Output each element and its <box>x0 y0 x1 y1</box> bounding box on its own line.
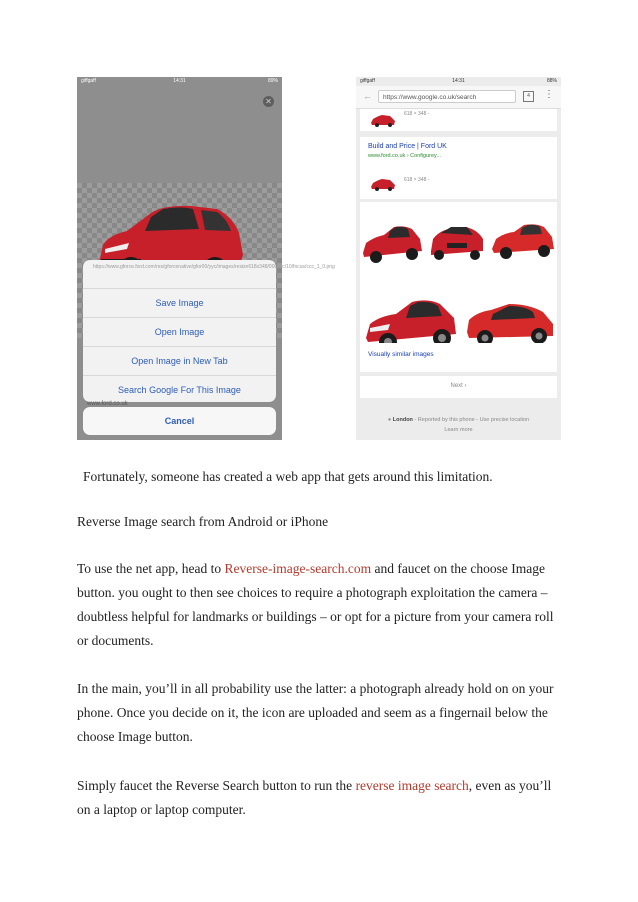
result-title-link[interactable]: Build and Price | Ford UK <box>368 143 447 150</box>
save-image-button[interactable]: Save Image <box>83 289 276 318</box>
back-arrow-icon[interactable]: ← <box>363 91 372 101</box>
carrier-label: giffgaff <box>81 78 96 84</box>
open-image-new-tab-button[interactable]: Open Image in New Tab <box>83 347 276 376</box>
result-thumbnail <box>370 175 396 191</box>
chevron-right-icon: › <box>464 383 467 389</box>
image-dimensions: 618 × 348 - <box>404 177 430 183</box>
p3-text-a: To use the net app, head to <box>77 561 225 576</box>
open-image-button[interactable]: Open Image <box>83 318 276 347</box>
time-label: 14:31 <box>173 78 186 84</box>
action-sheet <box>83 260 335 402</box>
browser-toolbar <box>356 86 561 109</box>
learn-more-link[interactable]: Learn more <box>444 427 473 433</box>
location-label: London <box>392 417 413 423</box>
status-bar <box>77 77 282 85</box>
section-heading: Reverse Image search from Android or iPhone <box>77 514 329 529</box>
result-url: www.ford.co.uk › Configurey... <box>368 153 441 159</box>
similar-images-card[interactable] <box>360 343 557 369</box>
battery-label: 88% <box>546 78 557 84</box>
result-card-partial <box>360 109 557 131</box>
close-icon[interactable]: ✕ <box>263 96 274 107</box>
overflow-menu-icon[interactable]: ⋮ <box>544 89 554 100</box>
next-page-card[interactable] <box>360 376 557 398</box>
next-page-button[interactable] <box>360 383 557 389</box>
intro-paragraph: Fortunately, someone has created a web app that gets around this limitation. <box>83 469 493 484</box>
usage-paragraph: In the main, you’ll in all probability use the latter: a photograph already hold on on your phone. Once you decide on it, the icon are uploaded and seem as a fingernail below the choose Image button. <box>77 681 554 744</box>
tabs-count-icon[interactable]: 4 <box>523 91 534 102</box>
search-google-image-button[interactable]: Search Google For This Image <box>118 385 241 395</box>
reverse-image-search-inline-link[interactable]: reverse image search <box>355 778 469 793</box>
closing-paragraph <box>77 774 567 822</box>
result-thumbnail <box>370 111 396 127</box>
similar-image[interactable] <box>488 205 557 271</box>
p5-text-b: , even as you’ll on a laptop or laptop computer. <box>77 778 552 817</box>
image-dimensions: 618 × 348 - <box>404 111 430 117</box>
underlying-page-text: www.ford.co.uk <box>87 401 128 407</box>
location-note: - Reported by this phone - Use precise location <box>412 417 530 423</box>
instructions-paragraph <box>77 557 567 653</box>
similar-image[interactable] <box>427 205 487 271</box>
visually-similar-link[interactable]: Visually similar images <box>368 351 434 358</box>
battery-label: 89% <box>267 78 278 84</box>
location-footer <box>356 417 561 423</box>
result-card[interactable] <box>360 137 557 199</box>
time-label: 14:31 <box>452 78 465 84</box>
similar-image[interactable] <box>360 205 426 271</box>
image-url-label: https://www.gforce.ford.com/res/gforcenative/gfor00/yyc/images/resize618x348/000yyc/10/focus/ccc_1_0.png <box>83 260 276 289</box>
status-bar <box>356 77 561 85</box>
address-bar[interactable]: https://www.google.co.uk/search <box>378 90 516 103</box>
p5-text-a: Simply faucet the Reverse Search button to run the <box>77 778 356 793</box>
cancel-button[interactable]: Cancel <box>83 407 276 435</box>
next-label: Next <box>450 383 463 389</box>
p3-text-b: and faucet on the choose Image button. you ought to then see choices to require a photograph exploitation the camera – doubtless helpful for landmarks or buildings – or opt for a picture from your camera roll or documents. <box>77 561 554 648</box>
location-dot-icon: ● <box>387 417 392 423</box>
left-phone-screenshot <box>77 77 335 440</box>
carrier-label: giffgaff <box>360 78 375 84</box>
right-phone-screenshot <box>356 77 561 440</box>
reverse-image-search-link[interactable]: Reverse-image-search.com <box>224 561 372 576</box>
